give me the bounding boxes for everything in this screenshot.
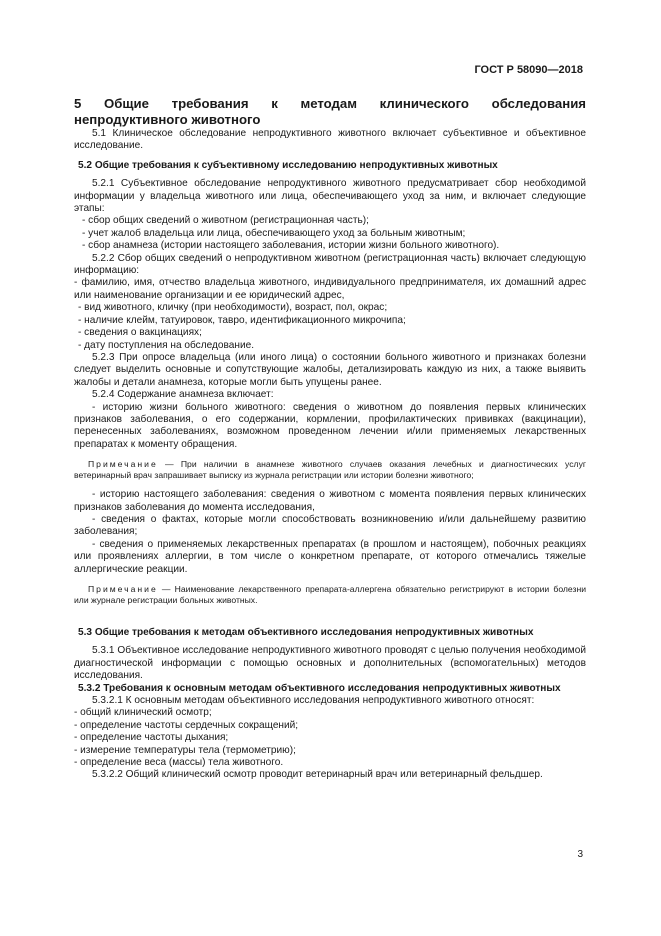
- list-item: - сбор анамнеза (истории настоящего заболевания, истории жизни больного животного).: [82, 240, 500, 252]
- paragraph-5-2-2: 5.2.2 Сбор общих сведений о непродуктивном животном (регистрационная часть) включает следующую информацию:: [74, 252, 586, 277]
- note-label: Примечание: [88, 459, 158, 470]
- list-item: - измерение температуры тела (термометрию);: [74, 744, 296, 756]
- list-item: - общий клинический осмотр;: [74, 707, 212, 719]
- paragraph-5-1: 5.1 Клиническое обследование непродуктивного животного включает субъективное и объективное исследование.: [74, 128, 586, 152]
- note-2: [74, 584, 586, 606]
- document-body: [74, 96, 586, 782]
- paragraph-5-2-1: 5.2.1 Субъективное обследование непродуктивного животного предусматривает сбор необходимой информации у владельца животного или лица, обеспечивающего уход за ним, и включает следующие этапы:: [74, 178, 586, 215]
- note-label: Примечание: [88, 584, 158, 594]
- heading-5-3-2: 5.3.2 Требования к основным методам объективного исследования непродуктивных животных: [78, 682, 561, 694]
- list-item: - сбор общих сведений о животном (регистрационная часть);: [82, 215, 369, 227]
- note-text: — Наименование лекарственного препарата-аллергена обязательно регистрируют в истории болезни или журнале регистрации больных животных.: [74, 584, 586, 605]
- section-title: 5 Общие требования к методам клинического обследования непродуктивного животного: [74, 96, 586, 127]
- list-item: - наличие клейм, татуировок, тавро, идентификационного микрочипа;: [78, 314, 406, 326]
- list-item: - вид животного, кличку (при необходимости), возраст, пол, окрас;: [78, 302, 388, 314]
- paragraph-5-2-4-d: - сведения о применяемых лекарственных препаратах (в прошлом и настоящем), побочных реакциях или проявлениях аллергии, в том числе о конкретном препарате, от которого отмечались тяжелые аллергические реакции.: [74, 538, 586, 575]
- paragraph-5-3-2-1: 5.3.2.1 К основным методам объективного исследования непродуктивного животного относят:: [92, 695, 535, 707]
- list-item: - сведения о вакцинациях;: [78, 327, 202, 339]
- paragraph-5-3-2-2: 5.3.2.2 Общий клинический осмотр проводит ветеринарный врач или ветеринарный фельдшер.: [92, 769, 543, 781]
- paragraph-5-3-1: 5.3.1 Объективное исследование непродуктивного животного проводят с целью получения необходимой диагностической информации с помощью основных и дополнительных (вспомогательных) методов исследования.: [74, 645, 586, 682]
- heading-5-3: 5.3 Общие требования к методам объективного исследования непродуктивных животных: [78, 627, 534, 638]
- list-item: - определение частоты дыхания;: [74, 732, 229, 744]
- paragraph-5-2-3: 5.2.3 При опросе владельца (или иного лица) о состоянии больного животного и признаках болезни следует выделить основные и сопутствующие жалобы, детализировать каждую из них, а также выявить жалобы и детали анамнеза, которые могли быть упущены ранее.: [74, 351, 586, 388]
- heading-5-2: 5.2 Общие требования к субъективному исследованию непродуктивных животных: [78, 159, 498, 171]
- note-1: [74, 459, 586, 481]
- page-number: 3: [577, 849, 583, 860]
- list-item: - определение веса (массы) тела животного.: [74, 757, 284, 769]
- list-item: - дату поступления на обследование.: [78, 339, 254, 351]
- note-text: — При наличии в анамнезе животного случаев оказания лечебных и диагностических услуг ветеринарный врач запрашивает выписку из журнала регистрации или истории болезни животного;: [74, 459, 586, 481]
- paragraph-5-2-4-a: - историю жизни больного животного: сведения о животном до появления первых клинических признаков заболевания, о его содержании, кормлении, профилактических прививках (вакцинации), перенесенных заболеваниях, возможном проведенном лечении и/или применяемых лекарственных препаратах к моменту обращения.: [74, 401, 586, 450]
- document-code: ГОСТ Р 58090—2018: [474, 64, 583, 76]
- paragraph-5-2-4-c: - сведения о фактах, которые могли способствовать возникновению и/или дальнейшему развитию заболевания;: [74, 513, 586, 538]
- list-item: - фамилию, имя, отчество владельца животного, индивидуального предпринимателя, их домашний адрес или наименование организации и ее юридический адрес,: [74, 277, 586, 301]
- paragraph-5-2-4-b: - историю настоящего заболевания: сведения о животном с момента появления первых клинических признаков заболевания до момента исследования,: [74, 489, 586, 513]
- list-item: - учет жалоб владельца или лица, обеспечивающего уход за больным животным;: [82, 227, 466, 239]
- paragraph-5-2-4: 5.2.4 Содержание анамнеза включает:: [92, 389, 274, 401]
- list-item: - определение частоты сердечных сокращений;: [74, 719, 299, 731]
